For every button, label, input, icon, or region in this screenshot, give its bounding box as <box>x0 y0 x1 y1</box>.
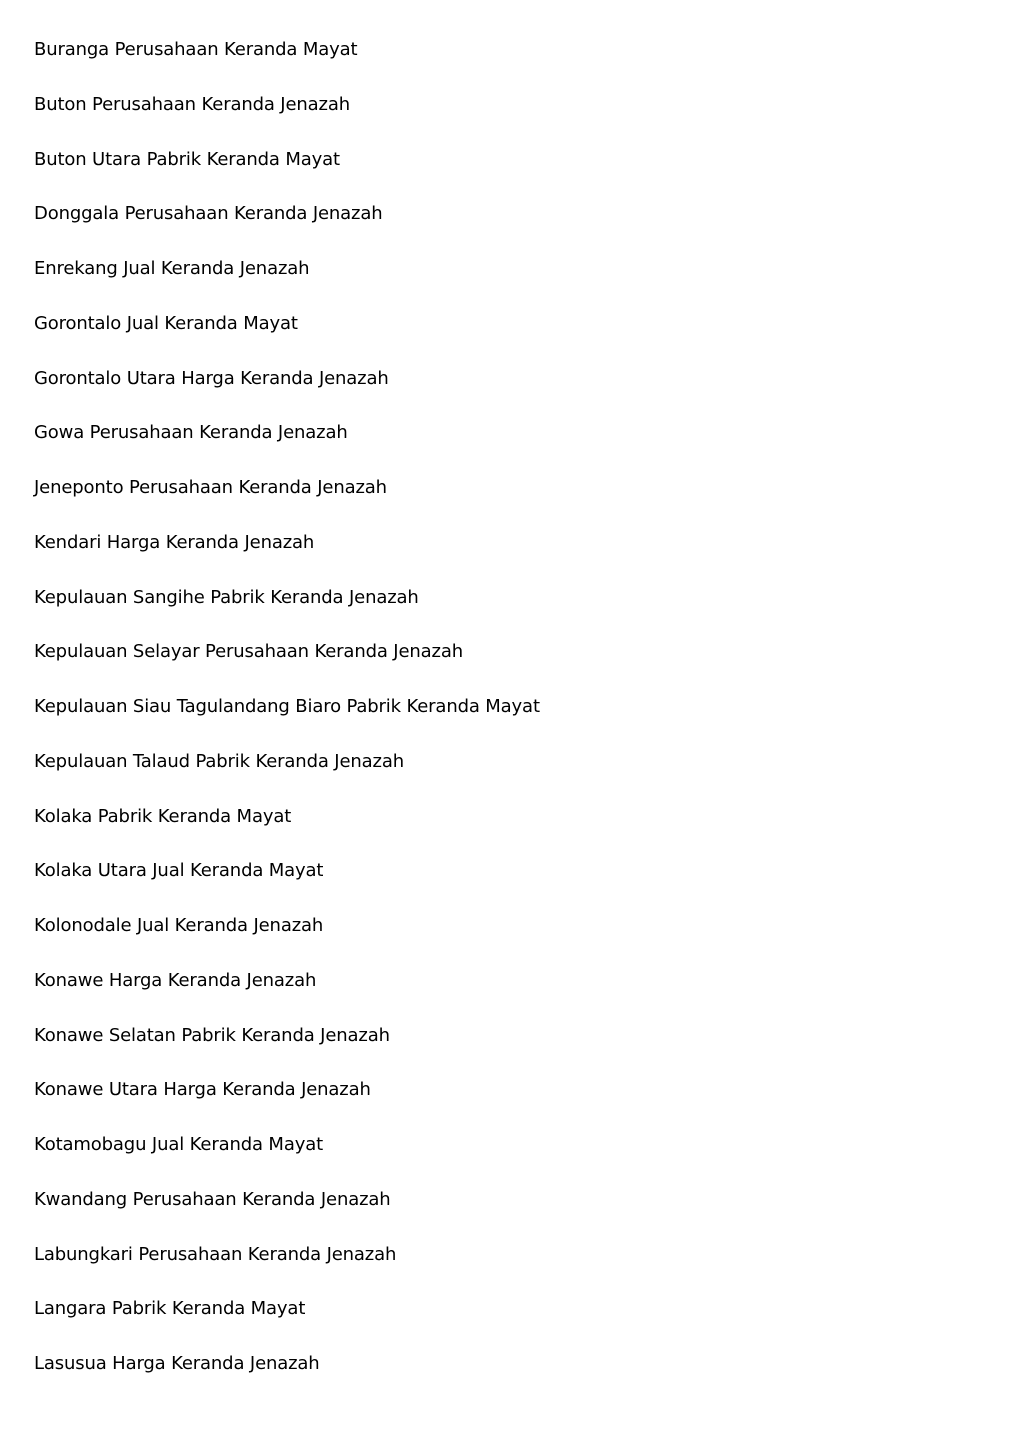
list-item: Kolonodale Jual Keranda Jenazah <box>34 915 324 936</box>
list-item: Jeneponto Perusahaan Keranda Jenazah <box>34 477 387 498</box>
list-item: Gorontalo Jual Keranda Mayat <box>34 312 298 334</box>
list-item: Kotamobagu Jual Keranda Mayat <box>34 1134 323 1155</box>
list-item: Gorontalo Utara Harga Keranda Jenazah <box>34 367 389 389</box>
list-item: Kendari Harga Keranda Jenazah <box>34 531 315 553</box>
list-item: Buton Perusahaan Keranda Jenazah <box>34 93 350 115</box>
list-item: Kolaka Utara Jual Keranda Mayat <box>34 860 324 882</box>
location-list <box>34 37 540 1406</box>
list-item: Konawe Harga Keranda Jenazah <box>34 969 317 991</box>
list-item: Kwandang Perusahaan Keranda Jenazah <box>34 1188 391 1210</box>
list-item: Kepulauan Selayar Perusahaan Keranda Jenazah <box>34 641 463 663</box>
list-item: Konawe Selatan Pabrik Keranda Jenazah <box>34 1024 390 1046</box>
list-item: Lasusua Harga Keranda Jenazah <box>34 1353 320 1374</box>
list-item: Buranga Perusahaan Keranda Mayat <box>34 39 358 60</box>
list-item: Enrekang Jual Keranda Jenazah <box>34 258 310 279</box>
list-item: Kepulauan Sangihe Pabrik Keranda Jenazah <box>34 586 419 608</box>
list-item: Kepulauan Talaud Pabrik Keranda Jenazah <box>34 750 404 772</box>
list-item: Kepulauan Siau Tagulandang Biaro Pabrik Keranda Mayat <box>34 696 540 717</box>
list-item: Donggala Perusahaan Keranda Jenazah <box>34 203 383 225</box>
list-item: Konawe Utara Harga Keranda Jenazah <box>34 1079 371 1101</box>
list-item: Kolaka Pabrik Keranda Mayat <box>34 805 292 827</box>
list-item: Langara Pabrik Keranda Mayat <box>34 1298 306 1320</box>
list-item: Labungkari Perusahaan Keranda Jenazah <box>34 1243 397 1265</box>
list-item: Gowa Perusahaan Keranda Jenazah <box>34 422 348 444</box>
list-item: Buton Utara Pabrik Keranda Mayat <box>34 148 340 170</box>
